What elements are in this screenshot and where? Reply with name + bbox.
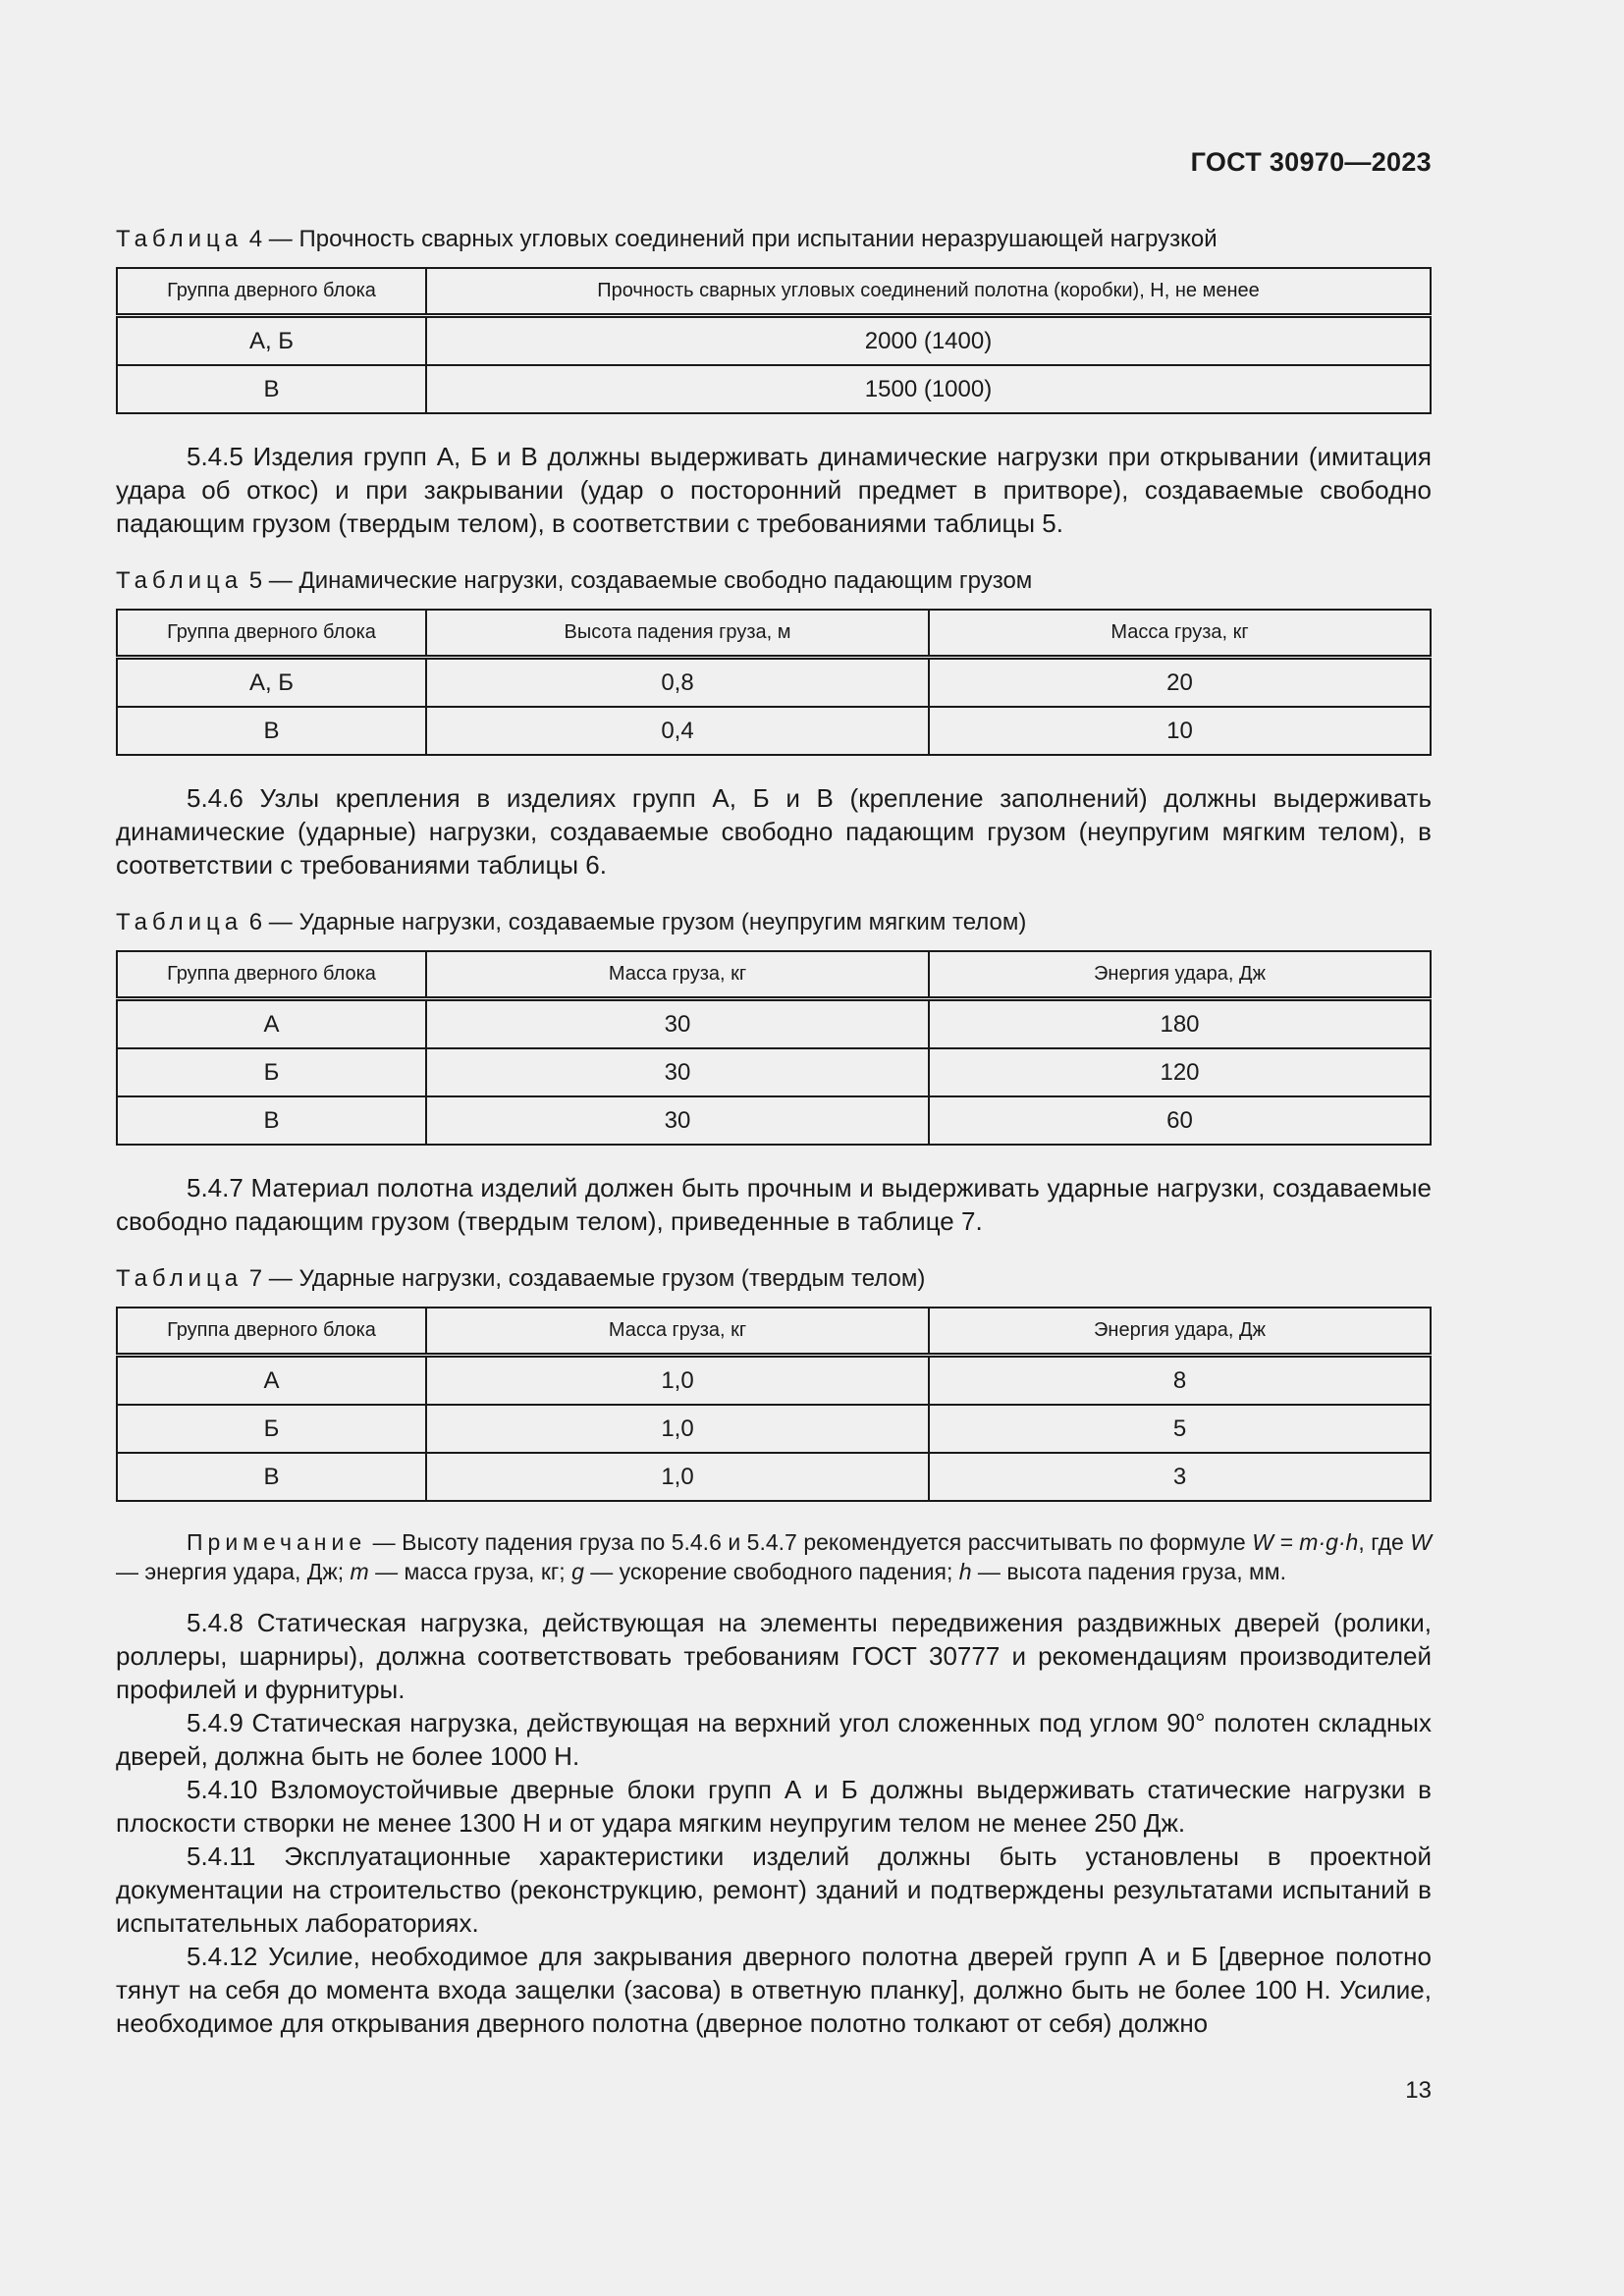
table-cell: 2000 (1400) <box>426 316 1431 366</box>
table5-caption <box>116 565 1432 597</box>
table-row <box>117 707 1431 755</box>
paragraph-5-4-8: 5.4.8 Статическая нагрузка, действующая на элементы передвижения раздвижных дверей (ролики, роллеры, шарниры), должна соответствовать требованиям ГОСТ 30777 и рекомендациям производителей профилей и фурнитуры. <box>116 1608 1432 1704</box>
table-header-cell: Масса груза, кг <box>929 610 1431 658</box>
paragraph-5-4-10: 5.4.10 Взломоустойчивые дверные блоки групп А и Б должны выдерживать статические нагрузки в плоскости створки не менее 1300 Н и от удара мягким неупругим телом не менее 250 Дж. <box>116 1775 1432 1838</box>
page-number: 13 <box>1405 2077 1432 2104</box>
table-cell: 20 <box>929 658 1431 708</box>
table-header-row <box>117 1308 1431 1356</box>
table-cell: 1,0 <box>426 1405 929 1453</box>
table7-caption <box>116 1263 1432 1295</box>
table-row <box>117 999 1431 1049</box>
paragraph-5-4-6: 5.4.6 Узлы крепления в изделиях групп А, Б и В (крепление заполнений) должны выдерживать динамические (ударные) нагрузки, создаваемые свободно падающим грузом (неупругим мягким телом), в соответствии с требованиями таблицы 6. <box>116 783 1432 880</box>
note-text: — энергия удара, Дж; <box>116 1559 351 1584</box>
page-content <box>116 224 1432 2040</box>
table-cell: 180 <box>929 999 1431 1049</box>
table-cell: А, Б <box>117 658 426 708</box>
table-cell: В <box>117 1096 426 1145</box>
table-row <box>117 1453 1431 1501</box>
table-header-cell: Энергия удара, Дж <box>929 951 1431 999</box>
table5-caption-label: Таблица <box>116 567 244 594</box>
table-row <box>117 1096 1431 1145</box>
paragraph-5-4-9: 5.4.9 Статическая нагрузка, действующая на верхний угол сложенных под углом 90° полотен складных дверей, должна быть не более 1000 Н. <box>116 1708 1432 1771</box>
table-row <box>117 1405 1431 1453</box>
table-cell: 5 <box>929 1405 1431 1453</box>
table-cell: Б <box>117 1048 426 1096</box>
table7-caption-text: 7 — Ударные нагрузки, создаваемые грузом (твердым телом) <box>248 1265 926 1292</box>
table-header-cell: Группа дверного блока <box>117 951 426 999</box>
paragraph-5-4-11: 5.4.11 Эксплуатационные характеристики изделий должны быть установлены в проектной документации на строительство (реконструкцию, ремонт) зданий и подтверждены результатами испытаний в испытательных лабораториях. <box>116 1842 1432 1938</box>
table-cell: 120 <box>929 1048 1431 1096</box>
table-header-cell: Масса груза, кг <box>426 1308 929 1356</box>
table-cell: А <box>117 1356 426 1406</box>
note-variable: W <box>1410 1529 1433 1555</box>
note-label: Примечание <box>187 1529 367 1555</box>
table6-caption-label: Таблица <box>116 909 244 935</box>
note-dash: — <box>366 1529 403 1555</box>
paragraph-5-4-12: 5.4.12 Усилие, необходимое для закрывания дверного полотна дверей групп А и Б [дверное полотно тянут на себя до момента входа защелки (засова) в ответную планку], должно быть не более 100 Н. Усилие, необходимое для открывания дверного полотна (дверное полотно толкают от себя) должно <box>116 1942 1432 2038</box>
table-cell: А, Б <box>117 316 426 366</box>
table5-caption-text: 5 — Динамические нагрузки, создаваемые свободно падающим грузом <box>248 567 1033 594</box>
table6-caption-text: 6 — Ударные нагрузки, создаваемые грузом (неупругим мягким телом) <box>248 909 1027 935</box>
note-text: — ускорение свободного падения; <box>583 1559 959 1584</box>
table5 <box>116 609 1432 756</box>
table-cell: 1,0 <box>426 1356 929 1406</box>
table-header-cell: Прочность сварных угловых соединений полотна (коробки), Н, не менее <box>426 268 1431 316</box>
table-cell: В <box>117 707 426 755</box>
table6 <box>116 950 1432 1146</box>
table-cell: 3 <box>929 1453 1431 1501</box>
note-variable: h <box>958 1559 972 1584</box>
table-header-row <box>117 268 1431 316</box>
table-row <box>117 316 1431 366</box>
table-header-cell: Группа дверного блока <box>117 268 426 316</box>
table7-note <box>116 1527 1432 1586</box>
note-text: Высоту падения груза по 5.4.6 и 5.4.7 рекомендуется рассчитывать по формуле <box>402 1529 1253 1555</box>
table-row <box>117 1356 1431 1406</box>
table7 <box>116 1307 1432 1502</box>
table4-caption-text: 4 — Прочность сварных угловых соединений при испытании неразрушающей нагрузкой <box>248 226 1218 252</box>
table-row <box>117 658 1431 708</box>
table-header-row <box>117 951 1431 999</box>
table-cell: 8 <box>929 1356 1431 1406</box>
table-cell: 30 <box>426 1096 929 1145</box>
note-formula: W = m·g·h <box>1252 1529 1359 1555</box>
note-text: , где <box>1358 1529 1411 1555</box>
table-cell: В <box>117 365 426 413</box>
table-cell: В <box>117 1453 426 1501</box>
table-header-cell: Группа дверного блока <box>117 1308 426 1356</box>
table-cell: 60 <box>929 1096 1431 1145</box>
table-cell: 30 <box>426 1048 929 1096</box>
table-cell: 0,8 <box>426 658 929 708</box>
note-variable: m <box>350 1559 369 1584</box>
table-cell: 30 <box>426 999 929 1049</box>
table-header-cell: Масса груза, кг <box>426 951 929 999</box>
table-cell: 1,0 <box>426 1453 929 1501</box>
table-row <box>117 365 1431 413</box>
table-cell: 0,4 <box>426 707 929 755</box>
table7-caption-label: Таблица <box>116 1265 244 1292</box>
table4 <box>116 267 1432 414</box>
note-variable: g <box>571 1559 584 1584</box>
table-row <box>117 1048 1431 1096</box>
table4-caption <box>116 224 1432 255</box>
table-header-cell: Группа дверного блока <box>117 610 426 658</box>
table-header-cell: Энергия удара, Дж <box>929 1308 1431 1356</box>
note-text: — высота падения груза, мм. <box>971 1559 1286 1584</box>
table-header-row <box>117 610 1431 658</box>
paragraph-5-4-5: 5.4.5 Изделия групп А, Б и В должны выдерживать динамические нагрузки при открывании (имитация удара об откос) и при закрывании (удар о посторонний предмет в притворе), создаваемые свободно падающим грузом (твердым телом), в соответствии с требованиями таблицы 5. <box>116 442 1432 538</box>
table-cell: 1500 (1000) <box>426 365 1431 413</box>
document-header: ГОСТ 30970—2023 <box>1190 147 1432 177</box>
note-text: — масса груза, кг; <box>368 1559 572 1584</box>
table-header-cell: Высота падения груза, м <box>426 610 929 658</box>
table-cell: А <box>117 999 426 1049</box>
table-cell: 10 <box>929 707 1431 755</box>
table4-caption-label: Таблица <box>116 226 244 252</box>
table-cell: Б <box>117 1405 426 1453</box>
table6-caption <box>116 907 1432 938</box>
paragraph-5-4-7: 5.4.7 Материал полотна изделий должен быть прочным и выдерживать ударные нагрузки, создаваемые свободно падающим грузом (твердым телом), приведенные в таблице 7. <box>116 1173 1432 1236</box>
